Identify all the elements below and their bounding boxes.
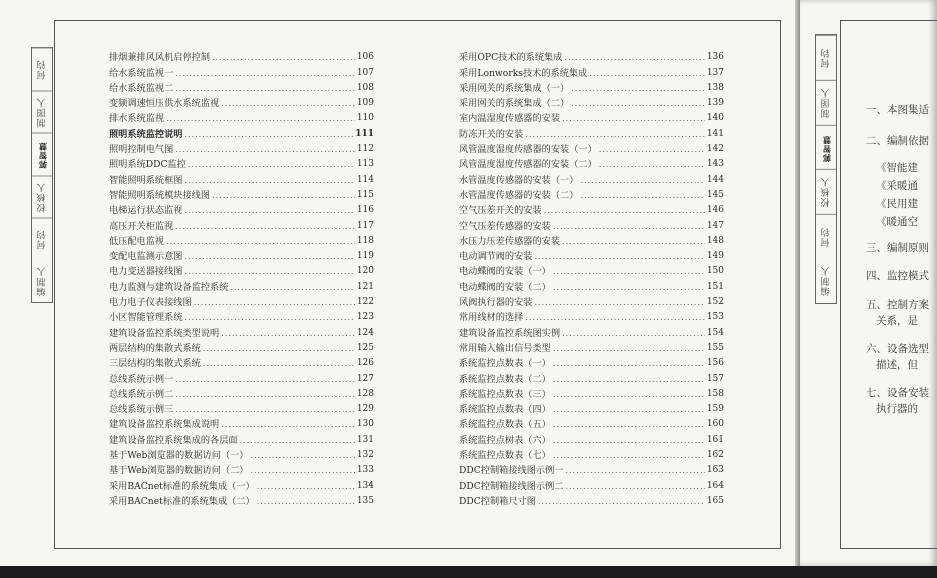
toc-entry-title: 采用BACnet标准的系统集成（二） xyxy=(109,495,255,507)
toc-entry-page: 164 xyxy=(706,480,724,491)
toc-entry xyxy=(109,400,374,415)
bottom-edge xyxy=(0,566,937,578)
toc-entry-page: 147 xyxy=(706,220,724,231)
toc-entry xyxy=(459,216,724,231)
toc-leader-dots xyxy=(544,205,705,216)
toc-entry xyxy=(109,262,374,277)
toc-entry xyxy=(459,400,724,415)
toc-entry-title: 总线系统示例三 xyxy=(109,404,174,416)
toc-leader-dots xyxy=(599,159,705,170)
toc-entry-page: 125 xyxy=(356,342,374,353)
toc-leader-dots xyxy=(553,374,705,385)
reference-line: 《民用建 xyxy=(876,198,918,210)
toc-entry-page: 152 xyxy=(706,297,724,308)
toc-leader-dots xyxy=(571,98,705,109)
toc-entry-title: 水管温度传感器的安装（二） xyxy=(459,189,579,201)
toc-entry-title: 小区智能管理系统 xyxy=(109,312,183,324)
toc-entry-page: 111 xyxy=(355,128,374,139)
toc-entry xyxy=(459,308,724,323)
toc-entry-title: 系统监控点树表（六） xyxy=(459,434,551,446)
toc-entry-page: 121 xyxy=(356,281,374,292)
toc-leader-dots xyxy=(538,496,705,507)
toc-entry-page: 159 xyxy=(706,404,724,415)
toc-leader-dots xyxy=(580,175,704,186)
toc-entry xyxy=(109,492,374,507)
toc-entry-title: 建筑设备监控系统类型说明 xyxy=(109,327,220,339)
toc-entry-page: 123 xyxy=(356,312,374,323)
toc-entry-page: 155 xyxy=(706,342,724,353)
toc-entry-page: 131 xyxy=(356,434,374,445)
toc-leader-dots xyxy=(553,435,705,446)
stamp-cell: 制图人 xyxy=(32,91,52,134)
toc-leader-dots xyxy=(580,190,704,201)
toc-entry-page: 165 xyxy=(706,495,724,506)
toc-entry-page: 161 xyxy=(706,434,724,445)
toc-entry-title: DDC控制箱尺寸图 xyxy=(459,495,536,507)
toc-entry xyxy=(459,277,724,292)
toc-entry-page: 112 xyxy=(356,144,374,155)
toc-entry-page: 136 xyxy=(706,52,724,63)
toc-entry-page: 145 xyxy=(706,189,724,200)
toc-entry xyxy=(459,140,724,155)
toc-leader-dots xyxy=(185,175,355,186)
toc-entry xyxy=(459,415,724,430)
toc-entry-title: 系统监控点数表（四） xyxy=(459,404,551,416)
toc-entry-page: 135 xyxy=(356,495,374,506)
toc-entry-title: 室内温湿度传感器的安装 xyxy=(459,113,561,125)
section-heading: 三、编制原则 xyxy=(866,242,929,254)
toc-entry xyxy=(459,446,724,461)
toc-leader-dots xyxy=(565,465,704,476)
stamp-cell: 制图人 xyxy=(816,80,836,125)
toc-entry-title: 采用网关的系统集成（一） xyxy=(459,82,570,94)
toc-entry-page: 156 xyxy=(706,358,724,369)
toc-entry xyxy=(459,63,724,78)
stamp-cell: 郭智慧 xyxy=(32,133,52,176)
toc-entry-page: 109 xyxy=(356,98,374,109)
toc-entry-page: 140 xyxy=(706,113,724,124)
toc-entry xyxy=(459,48,724,63)
toc-entry-title: 常用线材的选择 xyxy=(459,312,524,324)
toc-entry-page: 142 xyxy=(706,144,724,155)
toc-entry xyxy=(459,476,724,491)
toc-entry-title: 采用OPC技术的系统集成 xyxy=(459,52,563,64)
toc-entry xyxy=(109,461,374,476)
toc-entry-title: 给水系统监视二 xyxy=(109,82,174,94)
toc-entry-page: 127 xyxy=(356,373,374,384)
toc-entry-title: 排烟兼排风风机启停控制 xyxy=(109,52,211,64)
toc-entry-title: 空气压差传感器的安装 xyxy=(459,220,551,232)
toc-entry xyxy=(109,323,374,338)
toc-entry-title: 电动蝶阀的安装（一） xyxy=(459,266,551,278)
toc-leader-dots xyxy=(175,221,355,232)
toc-entry-page: 110 xyxy=(356,113,374,124)
section-body-line: 执行器的 xyxy=(876,403,918,415)
toc-entry-title: 照明系统监控说明 xyxy=(109,128,183,140)
toc-entry xyxy=(109,109,374,124)
toc-leader-dots xyxy=(553,343,705,354)
toc-entry xyxy=(109,232,374,247)
right-title-block xyxy=(815,34,837,304)
toc-leader-dots xyxy=(562,236,705,247)
left-title-block xyxy=(31,47,53,303)
toc-entry-title: 防冻开关的安装 xyxy=(459,128,524,140)
toc-entry-title: 建筑设备监控系统集成的各层面 xyxy=(109,434,238,446)
toc-entry xyxy=(109,216,374,231)
toc-entry-title: 电动蝶阀的安装（二） xyxy=(459,281,551,293)
toc-entry-title: 基于Web浏览器的数据访问（一） xyxy=(109,450,249,462)
toc-entry xyxy=(459,201,724,216)
section-heading: 六、设备选型 xyxy=(866,343,929,355)
toc-entry xyxy=(459,170,724,185)
toc-leader-dots xyxy=(240,435,355,446)
toc-entry xyxy=(109,369,374,384)
toc-entry xyxy=(459,232,724,247)
toc-leader-dots xyxy=(203,343,355,354)
toc-entry-title: 空气压差开关的安装 xyxy=(459,205,542,217)
toc-leader-dots xyxy=(257,481,355,492)
toc-entry-page: 157 xyxy=(706,373,724,384)
toc-entry xyxy=(459,339,724,354)
stamp-cell: 编制人 xyxy=(37,266,48,297)
toc-entry-page: 134 xyxy=(356,480,374,491)
toc-leader-dots xyxy=(525,312,705,323)
toc-entry-page: 129 xyxy=(356,404,374,415)
toc-leader-dots xyxy=(221,98,355,109)
toc-entry-page: 115 xyxy=(356,189,374,200)
toc-entry xyxy=(459,109,724,124)
toc-entry-page: 144 xyxy=(706,174,724,185)
toc-entry-title: 电梯运行状态监视 xyxy=(109,205,183,217)
toc-entry-title: 风管温度湿度传感器的安装（二） xyxy=(459,159,597,171)
toc-leader-dots xyxy=(562,113,705,124)
reference-line: 《采暖通 xyxy=(876,180,918,192)
section-heading: 二、编制依据 xyxy=(866,135,929,147)
toc-entry-title: 高压开关柜监视 xyxy=(109,220,174,232)
toc-entry xyxy=(459,369,724,384)
toc-leader-dots xyxy=(221,419,355,430)
right-page-frame xyxy=(840,20,937,549)
toc-leader-dots xyxy=(553,389,705,400)
toc-entry-page: 116 xyxy=(356,205,374,216)
toc-entry xyxy=(109,79,374,94)
toc-entry-title: 系统监控点数表（七） xyxy=(459,450,551,462)
toc-leader-dots xyxy=(175,389,355,400)
toc-entry-title: 风阀执行器的安装 xyxy=(459,297,533,309)
toc-entry-title: 系统监控点数表（一） xyxy=(459,358,551,370)
toc-entry-title: 电力监测与建筑设备监控系统 xyxy=(109,281,229,293)
section-heading: 一、本图集适 xyxy=(866,104,929,116)
toc-entry xyxy=(109,308,374,323)
toc-entry-page: 114 xyxy=(356,174,374,185)
toc-entry-title: 电力电子仪表接线图 xyxy=(109,297,192,309)
toc-entry-page: 160 xyxy=(706,419,724,430)
toc-entry xyxy=(109,415,374,430)
toc-leader-dots xyxy=(185,251,355,262)
toc-leader-dots xyxy=(230,282,354,293)
toc-leader-dots xyxy=(553,404,705,415)
toc-entry-page: 139 xyxy=(706,98,724,109)
toc-entry xyxy=(109,354,374,369)
toc-entry-page: 124 xyxy=(356,327,374,338)
stamp-cell: 编制人 xyxy=(821,266,832,297)
stamp-cell: 何钧 xyxy=(816,35,836,80)
toc-entry xyxy=(109,247,374,262)
toc-entry-title: 智能照明系统框图 xyxy=(109,174,183,186)
toc-entry-page: 130 xyxy=(356,419,374,430)
stamp-cell: 校核人 xyxy=(816,169,836,214)
toc-entry-title: 照明控制电气图 xyxy=(109,144,174,156)
toc-entry xyxy=(459,293,724,308)
toc-leader-dots xyxy=(535,297,705,308)
toc-leader-dots xyxy=(599,144,705,155)
toc-entry xyxy=(459,186,724,201)
toc-entry-page: 149 xyxy=(706,251,724,262)
toc-entry-page: 132 xyxy=(356,450,374,461)
section-heading: 七、设备安装 xyxy=(866,387,929,399)
stamp-cell: 何钧 xyxy=(816,214,836,259)
toc-entry-title: 风管温度湿度传感器的安装（一） xyxy=(459,144,597,156)
toc-leader-dots xyxy=(553,450,705,461)
toc-leader-dots xyxy=(553,419,705,430)
toc-entry-title: 照明系统DDC监控 xyxy=(109,159,186,171)
toc-entry xyxy=(459,247,724,262)
toc-leader-dots xyxy=(250,450,354,461)
toc-entry-page: 146 xyxy=(706,205,724,216)
toc-entry-title: 电力变送器接线图 xyxy=(109,266,183,278)
toc-entry-title: 采用网关的系统集成（二） xyxy=(459,98,570,110)
toc-entry-page: 128 xyxy=(356,388,374,399)
reference-line: 《智能建 xyxy=(876,162,918,174)
toc-leader-dots xyxy=(250,465,354,476)
toc-entry-title: 基于Web浏览器的数据访问（二） xyxy=(109,465,249,477)
toc-leader-dots xyxy=(194,297,355,308)
toc-leader-dots xyxy=(185,312,355,323)
toc-entry xyxy=(109,476,374,491)
toc-leader-dots xyxy=(188,159,355,170)
toc-leader-dots xyxy=(562,328,705,339)
toc-entry xyxy=(109,201,374,216)
toc-entry xyxy=(109,277,374,292)
section-body-line: 关系，是 xyxy=(876,315,918,327)
toc-entry-page: 151 xyxy=(706,281,724,292)
toc-entry-page: 107 xyxy=(356,67,374,78)
toc-entry-page: 138 xyxy=(706,82,724,93)
toc-entry-title: DDC控制箱接线图示例二 xyxy=(459,480,564,492)
toc-entry xyxy=(459,323,724,338)
toc-leader-dots xyxy=(535,251,705,262)
toc-entry-page: 118 xyxy=(356,235,374,246)
toc-leader-dots xyxy=(525,129,705,140)
section-heading: 四、监控模式 xyxy=(866,270,929,282)
toc-entry-page: 163 xyxy=(706,465,724,476)
toc-leader-dots xyxy=(553,266,705,277)
toc-entry-page: 141 xyxy=(706,128,724,139)
toc-entry-page: 148 xyxy=(706,235,724,246)
toc-entry-page: 122 xyxy=(356,297,374,308)
toc-entry-title: 系统监控点数表（三） xyxy=(459,388,551,400)
toc-entry xyxy=(459,430,724,445)
toc-entry xyxy=(109,430,374,445)
toc-entry-page: 120 xyxy=(356,266,374,277)
toc-entry-page: 137 xyxy=(706,67,724,78)
toc-entry-page: 133 xyxy=(356,465,374,476)
toc-leader-dots xyxy=(175,374,355,385)
toc-entry xyxy=(459,262,724,277)
toc-leader-dots xyxy=(553,282,705,293)
toc-entry xyxy=(109,385,374,400)
toc-leader-dots xyxy=(221,328,355,339)
toc-column-left xyxy=(109,48,374,507)
toc-entry-title: 总线系统示例二 xyxy=(109,388,174,400)
toc-entry-page: 158 xyxy=(706,388,724,399)
stamp-cell: 何钧 xyxy=(32,218,52,261)
toc-leader-dots xyxy=(175,144,355,155)
toc-leader-dots xyxy=(166,113,355,124)
section-heading: 五、控制方案 xyxy=(866,299,929,311)
toc-leader-dots xyxy=(212,190,355,201)
toc-leader-dots xyxy=(553,358,705,369)
toc-leader-dots xyxy=(185,266,355,277)
toc-entry xyxy=(109,124,374,139)
toc-entry-title: 排水系统监视 xyxy=(109,113,165,125)
toc-entry-title: 变配电监测示意图 xyxy=(109,251,183,263)
toc-entry xyxy=(459,94,724,109)
toc-leader-dots xyxy=(589,68,705,79)
toc-entry-title: 变频调速恒压供水系统监视 xyxy=(109,98,220,110)
toc-entry-title: 两层结构的集散式系统 xyxy=(109,342,201,354)
toc-entry xyxy=(109,48,374,63)
toc-entry-title: 水管温度传感器的安装（一） xyxy=(459,174,579,186)
stamp-cell: 校核人 xyxy=(32,176,52,219)
toc-entry xyxy=(109,293,374,308)
toc-leader-dots xyxy=(166,236,355,247)
toc-entry-title: 给水系统监视一 xyxy=(109,67,174,79)
toc-entry xyxy=(459,354,724,369)
toc-leader-dots xyxy=(564,52,704,63)
toc-entry xyxy=(459,79,724,94)
toc-entry-title: 低压配电监视 xyxy=(109,235,165,247)
toc-entry-title: 智能照明系统模块接线图 xyxy=(109,189,211,201)
toc-entry-page: 150 xyxy=(706,266,724,277)
toc-leader-dots xyxy=(185,129,354,140)
toc-leader-dots xyxy=(565,481,704,492)
toc-entry xyxy=(459,461,724,476)
toc-entry-title: 水压力压差传感器的安装 xyxy=(459,235,561,247)
toc-entry-page: 153 xyxy=(706,312,724,323)
toc-leader-dots xyxy=(212,52,355,63)
toc-leader-dots xyxy=(175,404,355,415)
toc-entry xyxy=(109,94,374,109)
toc-leader-dots xyxy=(257,496,355,507)
toc-leader-dots xyxy=(203,358,355,369)
toc-entry xyxy=(459,155,724,170)
toc-entry-page: 106 xyxy=(356,52,374,63)
toc-entry-title: 采用Lonworks技术的系统集成 xyxy=(459,67,588,79)
toc-entry-title: 总线系统示例一 xyxy=(109,373,174,385)
reference-line: 《暖通空 xyxy=(876,216,918,228)
toc-entry-title: 建筑设备监控系统集成说明 xyxy=(109,419,220,431)
toc-leader-dots xyxy=(553,221,705,232)
toc-entry xyxy=(109,140,374,155)
toc-entry xyxy=(109,63,374,78)
toc-entry-page: 108 xyxy=(356,82,374,93)
toc-entry-title: 建筑设备监控系统图实例 xyxy=(459,327,561,339)
toc-entry xyxy=(459,124,724,139)
stamp-cell: 何钧 xyxy=(32,48,52,91)
toc-leader-dots xyxy=(185,205,355,216)
toc-entry xyxy=(109,155,374,170)
toc-entry-title: 采用BACnet标准的系统集成（一） xyxy=(109,480,255,492)
toc-entry xyxy=(459,492,724,507)
toc-entry xyxy=(459,385,724,400)
toc-entry xyxy=(109,339,374,354)
toc-entry-title: 系统监控点数表（二） xyxy=(459,373,551,385)
toc-leader-dots xyxy=(175,83,355,94)
toc-entry-title: DDC控制箱接线图示例一 xyxy=(459,465,564,477)
toc-entry-title: 常用输入输出信号类型 xyxy=(459,342,551,354)
toc-entry xyxy=(109,446,374,461)
section-body-line: 描述，但 xyxy=(876,359,918,371)
toc-entry-page: 119 xyxy=(356,251,374,262)
toc-entry xyxy=(109,186,374,201)
toc-entry-page: 162 xyxy=(706,450,724,461)
toc-entry xyxy=(109,170,374,185)
toc-entry-page: 113 xyxy=(356,159,374,170)
toc-entry-title: 系统监控点数表（五） xyxy=(459,419,551,431)
toc-leader-dots xyxy=(175,68,355,79)
stamp-cell: 郭智慧 xyxy=(816,125,836,170)
toc-entry-page: 117 xyxy=(356,220,374,231)
toc-entry-page: 126 xyxy=(356,358,374,369)
toc-entry-page: 143 xyxy=(706,159,724,170)
toc-leader-dots xyxy=(571,83,705,94)
toc-entry-title: 三层结构的集散式系统 xyxy=(109,358,201,370)
toc-entry-title: 电动调节阀的安装 xyxy=(459,251,533,263)
toc-column-right xyxy=(459,48,724,507)
toc-entry-page: 154 xyxy=(706,327,724,338)
